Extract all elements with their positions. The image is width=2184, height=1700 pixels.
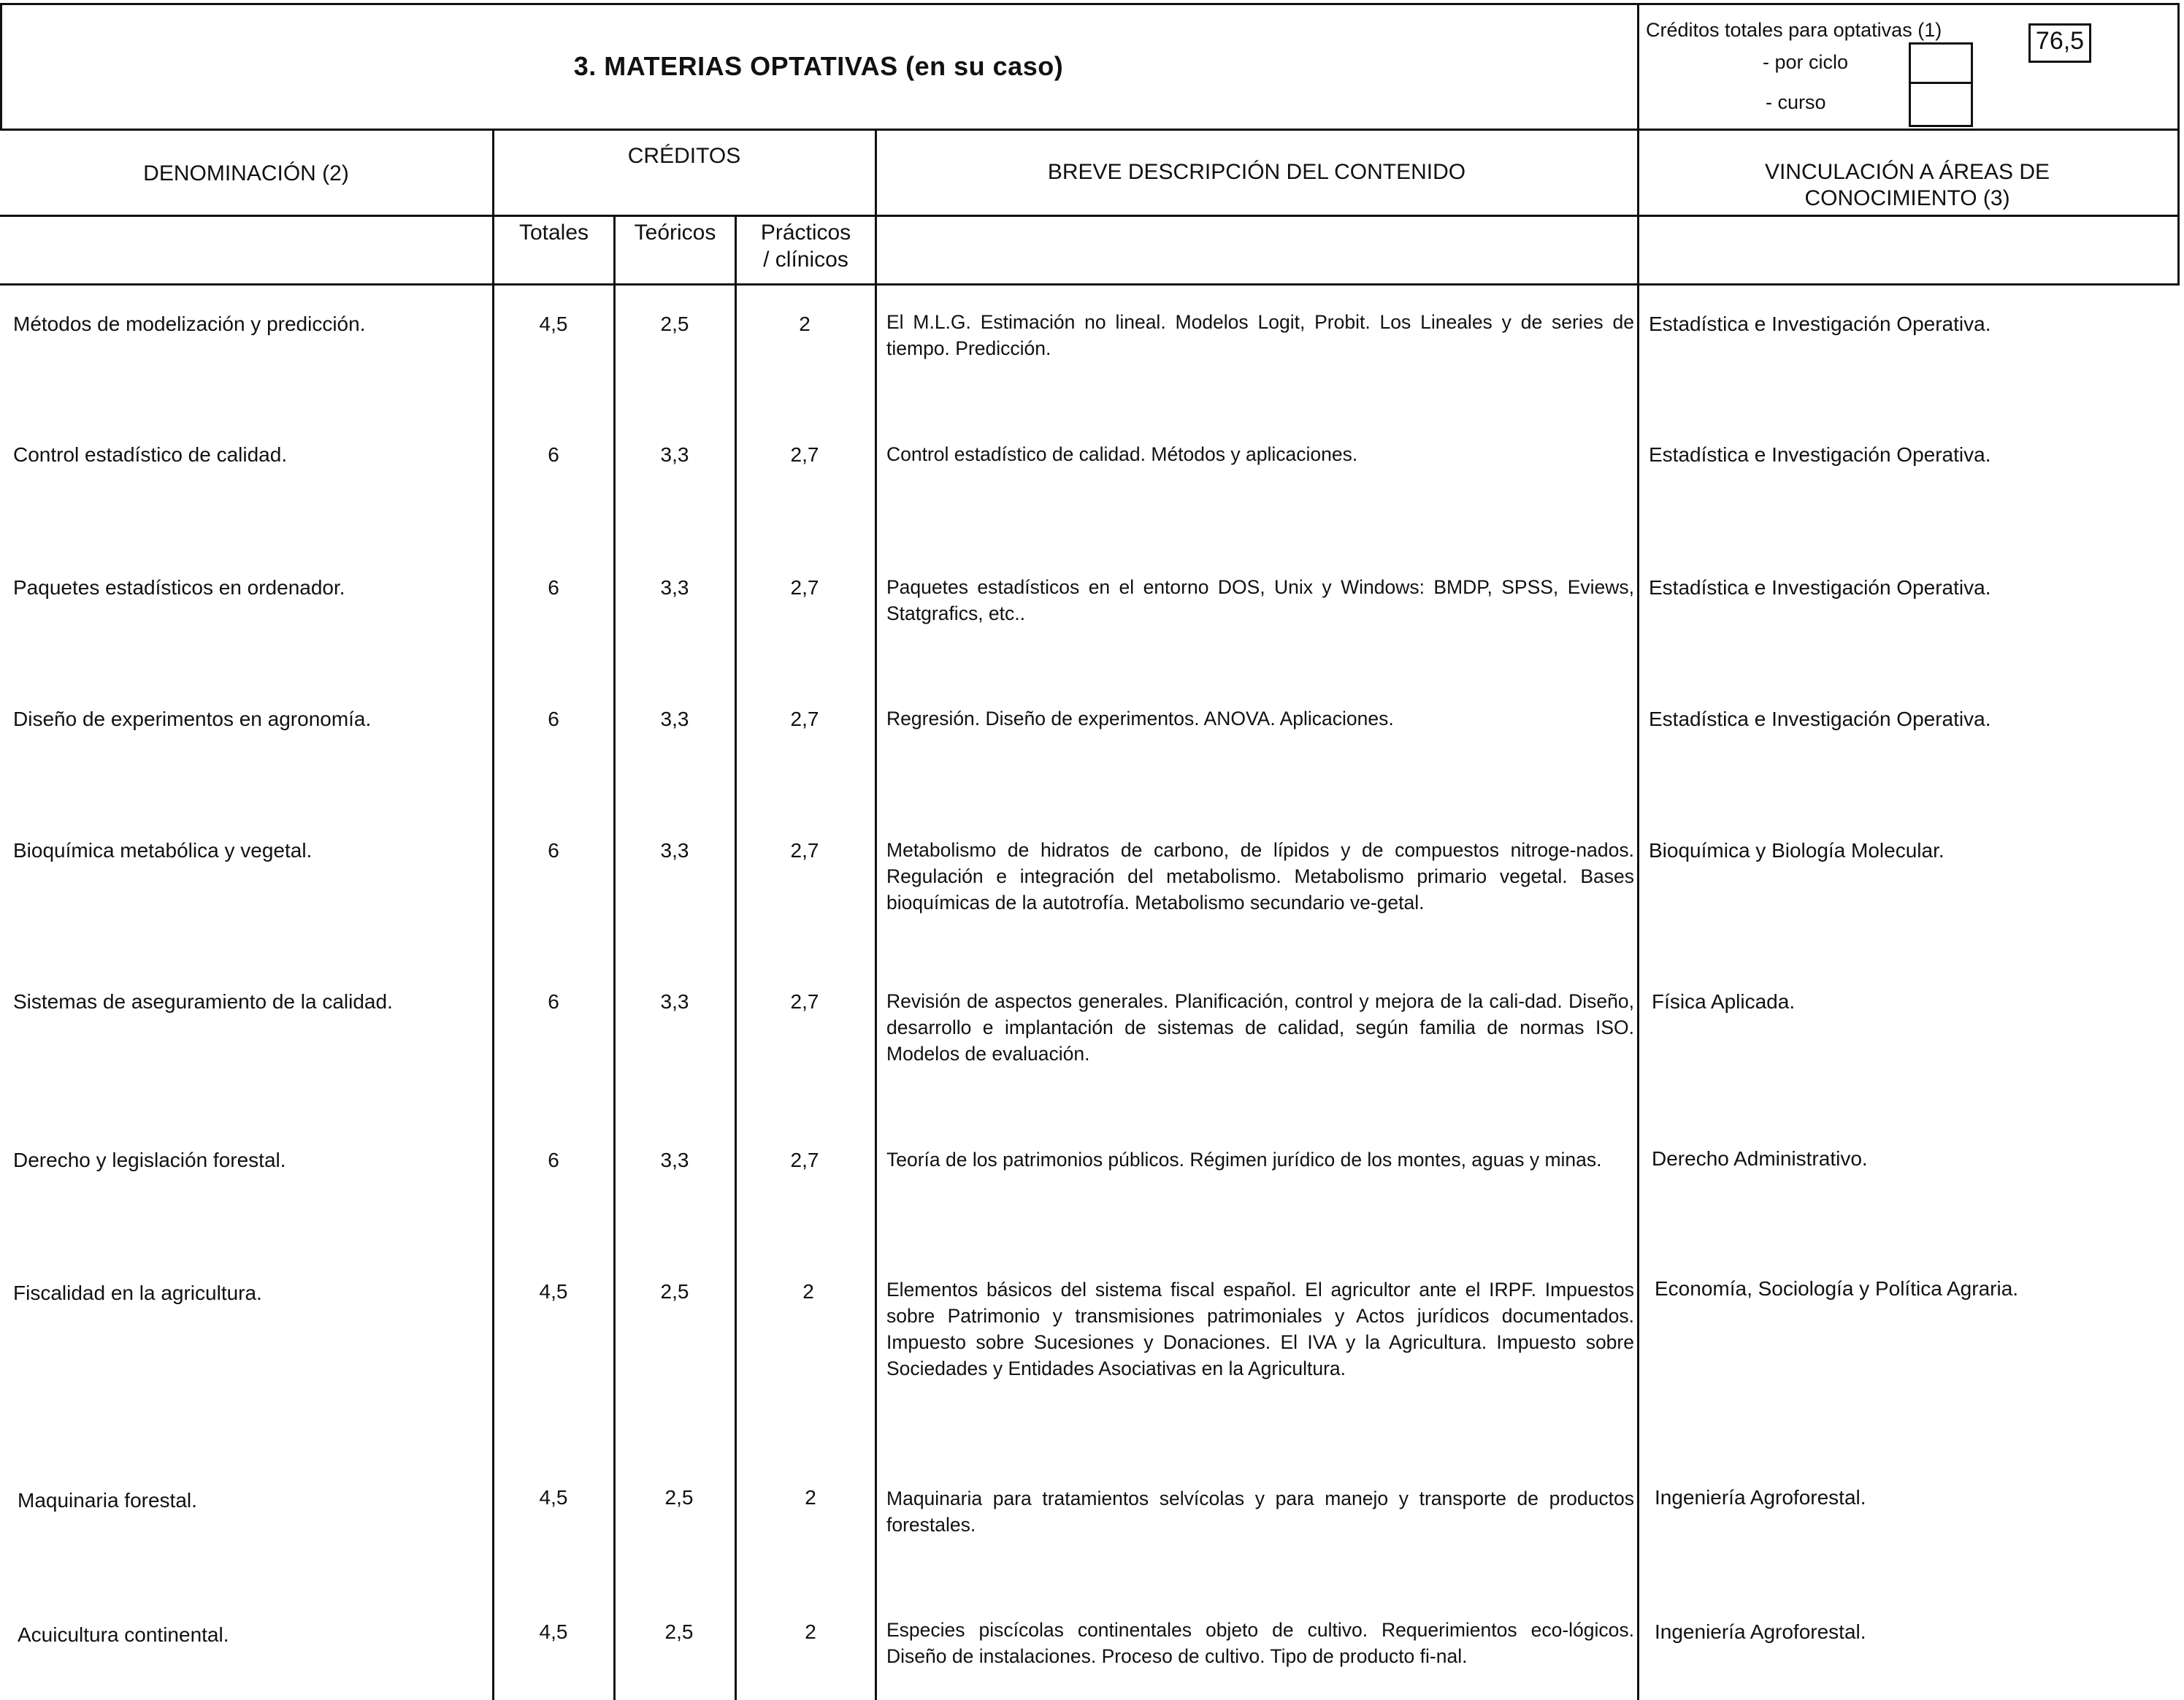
subject-name: Sistemas de aseguramiento de la calidad. [13, 990, 393, 1013]
subheader-divider [0, 215, 2180, 217]
per-cycle-label: - por ciclo [1763, 51, 1849, 73]
subject-description: Metabolismo de hidratos de carbono, de lípidos y de compuestos nitroge-nados. Regulación e integración del metabolismo. Metabolismo primario vegetal. Bases bioquímicas de la autotrofía. Metabolismo secundario ve-getal. [886, 839, 1634, 914]
subject-description: Control estadístico de calidad. Métodos y aplicaciones. [886, 443, 1358, 465]
knowledge-area: Ingeniería Agroforestal. [1655, 1620, 1866, 1643]
column-header-credits: CRÉDITOS [627, 144, 741, 168]
page-title: 3. MATERIAS OPTATIVAS (en su caso) [573, 51, 1064, 81]
subject-name: Bioquímica metabólica y vegetal. [13, 839, 313, 862]
per-course-box [1909, 82, 1973, 127]
credits-total: 6 [548, 839, 559, 862]
credits-total: 4,5 [539, 1486, 568, 1509]
credits-theory: 3,3 [660, 1149, 689, 1171]
subject-description: Revisión de aspectos generales. Planificación, control y mejora de la cali-dad. Diseño, desarrollo e implantación de sistemas de calidad, según familia de normas ISO. Modelos de evaluación. [886, 990, 1634, 1065]
per-course-label: - curso [1766, 91, 1826, 113]
top-border [0, 3, 2180, 5]
subject-name: Control estadístico de calidad. [13, 443, 288, 466]
header-divider [0, 129, 2180, 131]
subject-name: Acuicultura continental. [18, 1623, 229, 1646]
credits-practice: 2,7 [790, 443, 819, 466]
column-header-area: VINCULACIÓN A ÁREAS DE CONOCIMIENTO (3) [1764, 160, 2050, 210]
subject-description: Maquinaria para tratamientos selvícolas y para manejo y transporte de productos forestales. [886, 1488, 1634, 1536]
per-cycle-box [1909, 42, 1973, 85]
credits-practice: 2,7 [790, 1149, 819, 1171]
credits-total: 6 [548, 708, 559, 730]
credits-practice: 2,7 [790, 990, 819, 1013]
subject-name: Diseño de experimentos en agronomía. [13, 708, 372, 730]
credits-theory: 2,5 [664, 1486, 694, 1509]
total-credits-value: 76,5 [2035, 27, 2085, 55]
knowledge-area: Física Aplicada. [1652, 990, 1796, 1013]
column-header-practice-2: / clínicos [763, 248, 848, 272]
subject-description: Teoría de los patrimonios públicos. Régimen jurídico de los montes, aguas y minas. [886, 1149, 1602, 1171]
col-line-practice [875, 129, 877, 1700]
credits-total: 6 [548, 1149, 559, 1171]
knowledge-area: Ingeniería Agroforestal. [1655, 1486, 1866, 1509]
column-header-theory: Teóricos [634, 221, 716, 245]
credits-practice: 2,7 [790, 576, 819, 599]
credits-total: 4,5 [539, 1280, 568, 1303]
knowledge-area: Estadística e Investigación Operativa. [1649, 576, 1991, 599]
subject-description: Elementos básicos del sistema fiscal español. El agricultor ante el IRPF. Impuestos sobre Patrimonio y transmisiones patrimoniales y Actos jurídicos documentados. Impuesto sobre Sucesiones y Donaciones. El IVA y la Agricultura. Impuesto sobre Sociedades y Entidades Asociativas en la Agricultura. [886, 1279, 1634, 1379]
knowledge-area: Estadística e Investigación Operativa. [1649, 313, 1991, 335]
credits-practice: 2 [802, 1280, 814, 1303]
total-credits-label: Créditos totales para optativas (1) [1646, 19, 1942, 41]
knowledge-area: Estadística e Investigación Operativa. [1649, 443, 1991, 466]
credits-theory: 3,3 [660, 839, 689, 862]
knowledge-area: Estadística e Investigación Operativa. [1649, 708, 1991, 730]
credits-theory: 2,5 [664, 1620, 694, 1643]
column-header-description: BREVE DESCRIPCIÓN DEL CONTENIDO [1047, 160, 1466, 184]
credits-theory: 3,3 [660, 576, 689, 599]
subject-name: Métodos de modelización y predicción. [13, 313, 366, 335]
knowledge-area: Bioquímica y Biología Molecular. [1649, 839, 1944, 862]
subject-name: Fiscalidad en la agricultura. [13, 1282, 262, 1304]
subject-description: Especies piscícolas continentales objeto de cultivo. Requerimientos eco-lógicos. Diseño de instalaciones. Proceso de cultivo. Tipo de producto fi-nal. [886, 1619, 1634, 1667]
col-line-name [492, 129, 494, 1700]
credits-practice: 2 [805, 1620, 816, 1643]
col-line-description [1637, 3, 1639, 1700]
right-border [2177, 3, 2180, 284]
credits-theory: 3,3 [660, 708, 689, 730]
subject-description: Regresión. Diseño de experimentos. ANOVA. Aplicaciones. [886, 708, 1394, 730]
body-divider [0, 283, 2180, 286]
col-line-theory [735, 215, 737, 1700]
subject-name: Maquinaria forestal. [18, 1489, 197, 1512]
credits-theory: 2,5 [660, 1280, 689, 1303]
column-header-total: Totales [518, 221, 589, 245]
credits-practice: 2,7 [790, 839, 819, 862]
credits-practice: 2,7 [790, 708, 819, 730]
col-line-total [613, 215, 616, 1700]
credits-total: 6 [548, 576, 559, 599]
credits-total: 4,5 [539, 313, 568, 335]
subject-name: Paquetes estadísticos en ordenador. [13, 576, 345, 599]
credits-practice: 2 [805, 1486, 816, 1509]
subject-name: Derecho y legislación forestal. [13, 1149, 286, 1171]
credits-theory: 3,3 [660, 443, 689, 466]
credits-total: 4,5 [539, 1620, 568, 1643]
subject-description: El M.L.G. Estimación no lineal. Modelos Logit, Probit. Los Lineales y de series de tiempo. Predicción. [886, 311, 1634, 359]
credits-total: 6 [548, 990, 559, 1013]
column-header-name: DENOMINACIÓN (2) [143, 161, 349, 185]
credits-total: 6 [548, 443, 559, 466]
credits-practice: 2 [799, 313, 811, 335]
subject-description: Paquetes estadísticos en el entorno DOS, Unix y Windows: BMDP, SPSS, Eviews, Statgrafics, etc.. [886, 576, 1634, 624]
knowledge-area: Derecho Administrativo. [1652, 1147, 1868, 1170]
credits-theory: 3,3 [660, 990, 689, 1013]
column-header-practice-1: Prácticos [760, 221, 851, 245]
knowledge-area: Economía, Sociología y Política Agraria. [1655, 1277, 2019, 1300]
credits-subdivider [492, 215, 876, 217]
credits-theory: 2,5 [660, 313, 689, 335]
